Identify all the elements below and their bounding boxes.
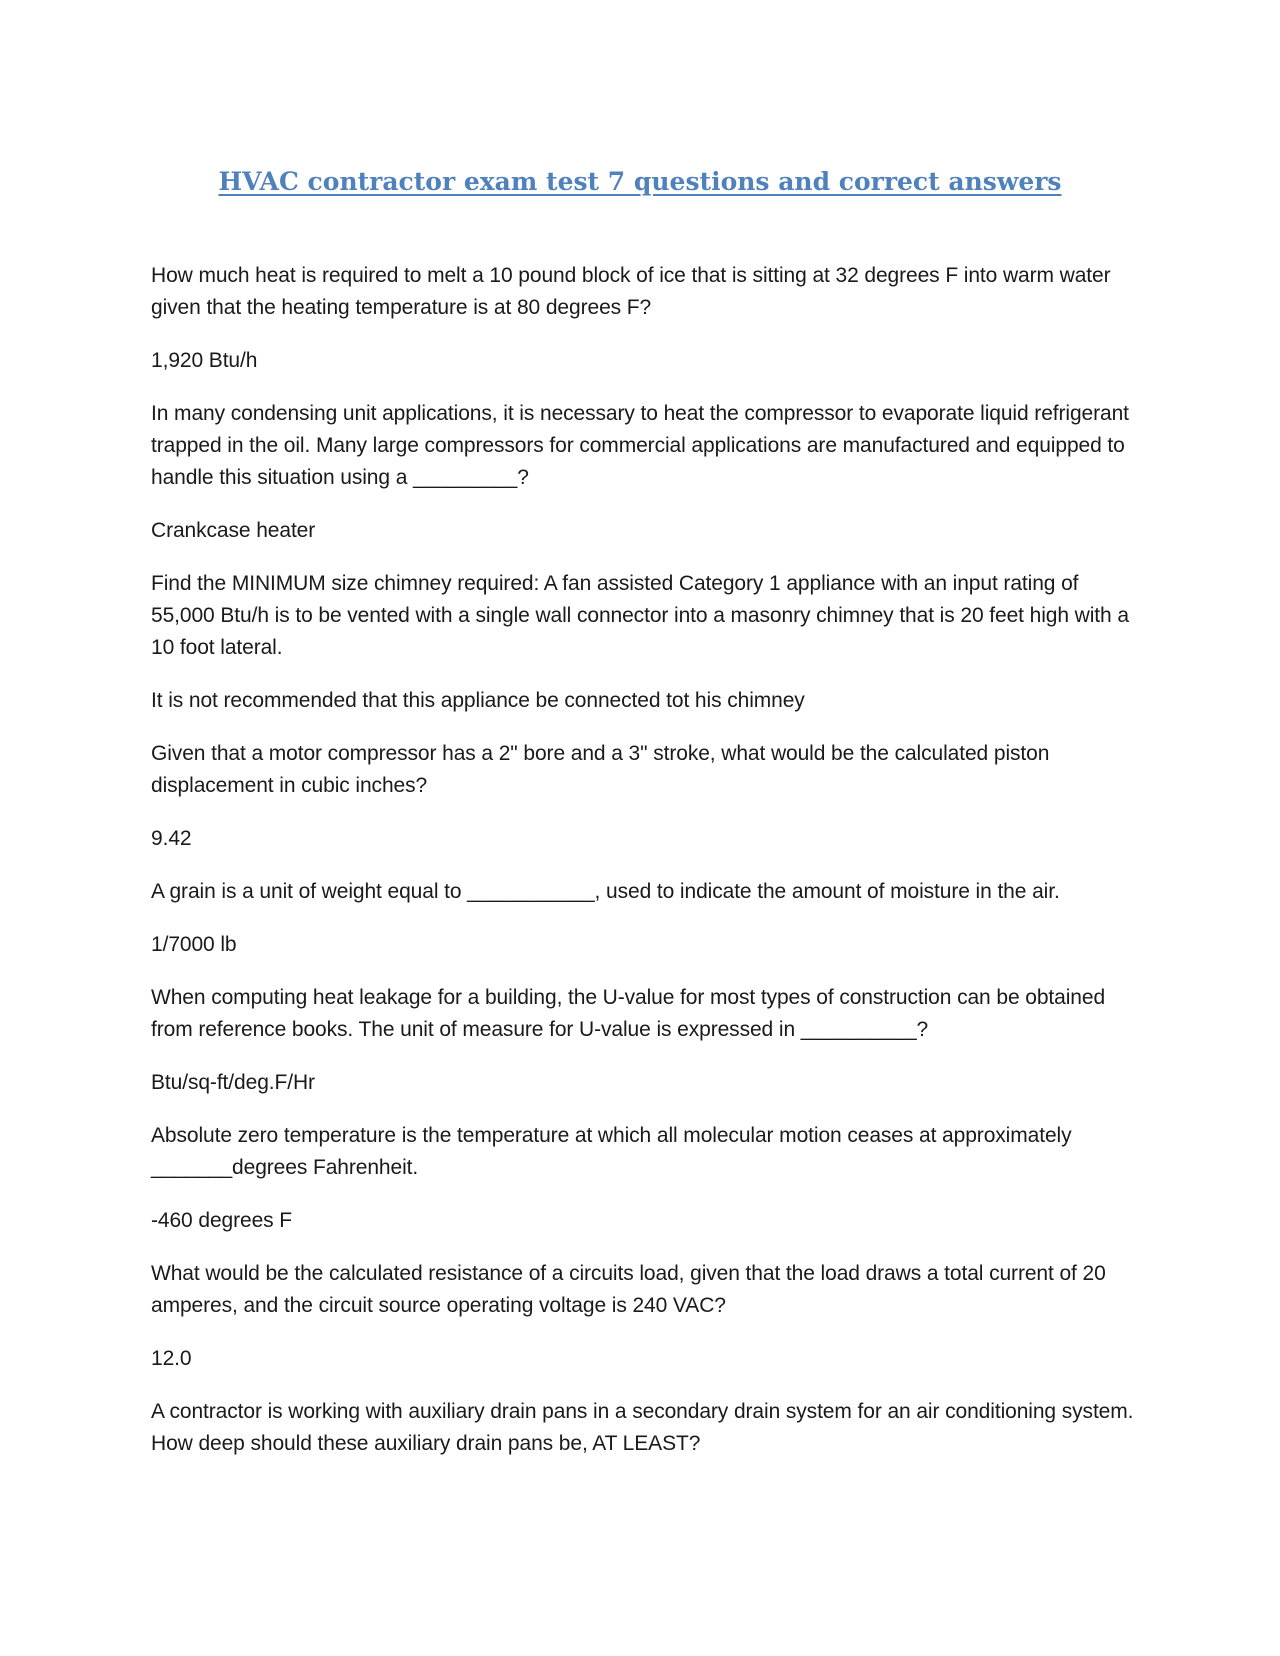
document-body — [151, 260, 1141, 1481]
answer-paragraph: Crankcase heater — [151, 519, 316, 542]
question-paragraph: Find the MINIMUM size chimney required: A fan assisted Category 1 appliance with an input rating of 55,000 Btu/h is to be vented with a single wall connector into a masonry chimney that is 20 feet high with a 10 foot lateral. — [151, 572, 1129, 659]
question-paragraph: How much heat is required to melt a 10 pound block of ice that is sitting at 32 degrees F into warm water given that the heating temperature is at 80 degrees F? — [151, 264, 1111, 319]
answer-paragraph: 12.0 — [151, 1347, 192, 1370]
answer-paragraph: Btu/sq-ft/deg.F/Hr — [151, 1071, 315, 1094]
answer-paragraph: It is not recommended that this appliance be connected tot his chimney — [151, 689, 805, 712]
document-title[interactable]: HVAC contractor exam test 7 questions and correct answers — [218, 167, 1062, 196]
answer-paragraph: 1,920 Btu/h — [151, 349, 258, 372]
question-paragraph: In many condensing unit applications, it is necessary to heat the compressor to evaporate liquid refrigerant trapped in the oil. Many large compressors for commercial applications are manufactured and equipped to handle this situation using a _________? — [151, 402, 1129, 489]
answer-paragraph: 1/7000 lb — [151, 933, 237, 956]
answer-paragraph: 9.42 — [151, 827, 192, 850]
question-paragraph: A grain is a unit of weight equal to ___________, used to indicate the amount of moisture in the air. — [151, 880, 1060, 903]
question-paragraph: When computing heat leakage for a building, the U-value for most types of construction can be obtained from reference books. The unit of measure for U-value is expressed in __________? — [151, 986, 1106, 1041]
question-paragraph: What would be the calculated resistance of a circuits load, given that the load draws a total current of 20 amperes, and the circuit source operating voltage is 240 VAC? — [151, 1262, 1106, 1317]
question-paragraph: Given that a motor compressor has a 2" bore and a 3" stroke, what would be the calculated piston displacement in cubic inches? — [151, 742, 1050, 797]
question-paragraph: Absolute zero temperature is the temperature at which all molecular motion ceases at approximately _______degrees Fahrenheit. — [151, 1124, 1072, 1179]
question-paragraph: A contractor is working with auxiliary drain pans in a secondary drain system for an air conditioning system. How deep should these auxiliary drain pans be, AT LEAST? — [151, 1400, 1134, 1455]
answer-paragraph: -460 degrees F — [151, 1209, 293, 1232]
